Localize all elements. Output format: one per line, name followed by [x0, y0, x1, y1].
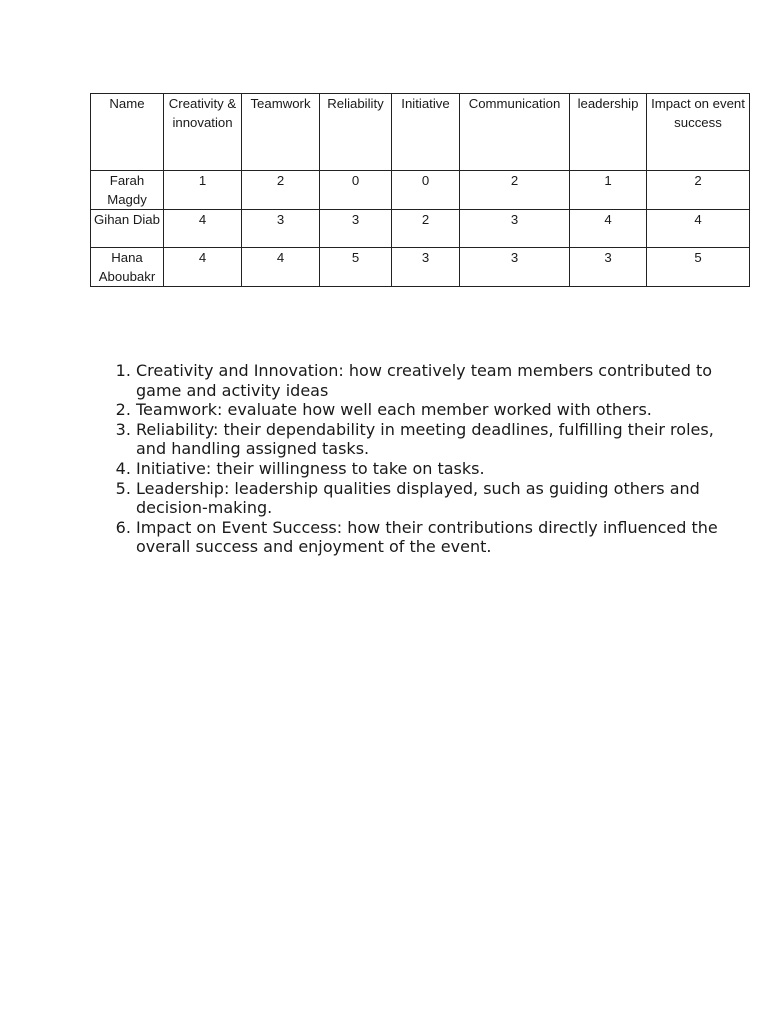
table-row: [91, 248, 750, 287]
criteria-list: [101, 361, 736, 557]
cell-communication: 2: [460, 171, 570, 210]
cell-creativity: 4: [164, 210, 242, 248]
cell-communication: 3: [460, 248, 570, 287]
header-leadership: leadership: [570, 94, 647, 171]
list-item: 6. Impact on Event Success: how their contributions directly influenced the overall success and enjoyment of the event.: [136, 518, 736, 557]
header-name: Name: [91, 94, 164, 171]
cell-name: Hana Aboubakr: [91, 248, 164, 287]
header-impact: Impact on event success: [647, 94, 750, 171]
list-item: 4. Initiative: their willingness to take on tasks.: [136, 459, 736, 479]
cell-leadership: 3: [570, 248, 647, 287]
cell-communication: 3: [460, 210, 570, 248]
cell-impact: 4: [647, 210, 750, 248]
cell-teamwork: 4: [242, 248, 320, 287]
cell-initiative: 3: [392, 248, 460, 287]
cell-leadership: 1: [570, 171, 647, 210]
cell-impact: 2: [647, 171, 750, 210]
header-creativity: Creativity & innovation: [164, 94, 242, 171]
table-header-row: [91, 94, 750, 171]
cell-reliability: 5: [320, 248, 392, 287]
list-item: 1. Creativity and Innovation: how creatively team members contributed to game and activity ideas: [136, 361, 736, 400]
header-initiative: Initiative: [392, 94, 460, 171]
cell-teamwork: 2: [242, 171, 320, 210]
list-item: 3. Reliability: their dependability in meeting deadlines, fulfilling their roles, and handling assigned tasks.: [136, 420, 736, 459]
header-communication: Communication: [460, 94, 570, 171]
cell-reliability: 0: [320, 171, 392, 210]
evaluation-table: [90, 93, 750, 287]
cell-name: Gihan Diab: [91, 210, 164, 248]
cell-creativity: 1: [164, 171, 242, 210]
cell-reliability: 3: [320, 210, 392, 248]
cell-leadership: 4: [570, 210, 647, 248]
table-row: [91, 210, 750, 248]
cell-creativity: 4: [164, 248, 242, 287]
list-item: 5. Leadership: leadership qualities displayed, such as guiding others and decision-making.: [136, 479, 736, 518]
list-item: 2. Teamwork: evaluate how well each member worked with others.: [136, 400, 736, 420]
header-reliability: Reliability: [320, 94, 392, 171]
cell-teamwork: 3: [242, 210, 320, 248]
cell-initiative: 0: [392, 171, 460, 210]
header-teamwork: Teamwork: [242, 94, 320, 171]
cell-initiative: 2: [392, 210, 460, 248]
table-row: [91, 171, 750, 210]
cell-name: Farah Magdy: [91, 171, 164, 210]
cell-impact: 5: [647, 248, 750, 287]
